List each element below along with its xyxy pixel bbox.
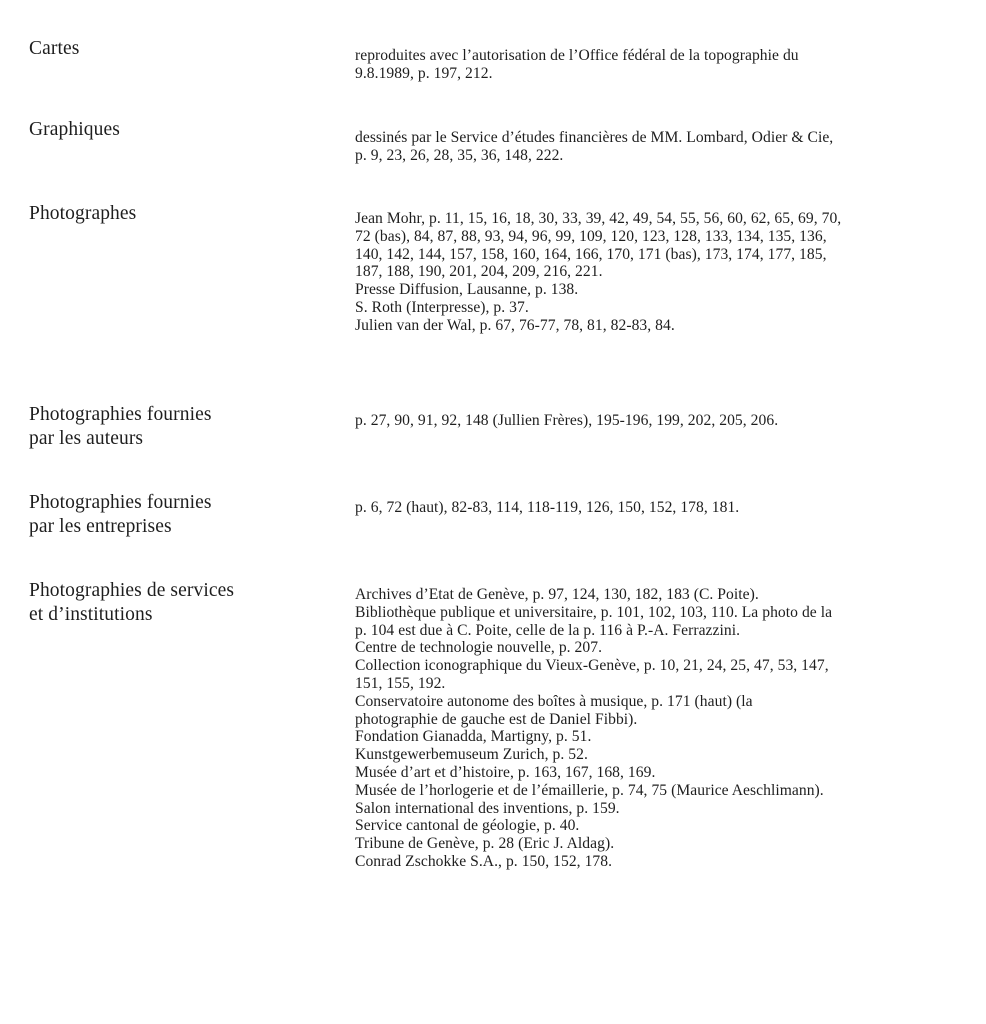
section-label (29, 37, 319, 61)
section-label-line: Cartes (29, 38, 80, 59)
section-label (29, 202, 319, 226)
section-content (355, 412, 960, 430)
credit-entry (355, 281, 960, 299)
credit-entry (355, 764, 960, 782)
section-label (29, 118, 319, 142)
credit-line: Conservatoire autonome des boîtes à musique, p. 171 (haut) (la (355, 692, 753, 710)
section-content (355, 586, 960, 871)
section-label-line: Photographies fournies (29, 404, 212, 425)
credit-line: photographie de gauche est de Daniel Fibbi). (355, 710, 638, 728)
credit-line: reproduites avec l’autorisation de l’Office fédéral de la topographie du (355, 47, 799, 64)
credit-entry (355, 299, 960, 317)
section-label (29, 579, 319, 627)
credit-entry (355, 586, 960, 604)
credit-entry (355, 210, 960, 281)
credit-line: Conrad Zschokke S.A., p. 150, 152, 178. (355, 852, 613, 870)
credit-line: p. 27, 90, 91, 92, 148 (Jullien Frères), 195-196, 199, 202, 205, 206. (355, 412, 779, 429)
credit-entry (355, 728, 960, 746)
section-label (29, 491, 319, 539)
credit-entry (355, 317, 960, 335)
credit-line: p. 9, 23, 26, 28, 35, 36, 148, 222. (355, 146, 564, 164)
credit-line: Jean Mohr, p. 11, 15, 16, 18, 30, 33, 39, 42, 49, 54, 55, 56, 60, 62, 65, 69, 70, (355, 210, 842, 227)
credit-line: p. 104 est due à C. Poite, celle de la p. 116 à P.-A. Ferrazzini. (355, 621, 741, 639)
credit-entry (355, 800, 960, 818)
credit-entry (355, 835, 960, 853)
credit-entry (355, 817, 960, 835)
section-label-line: par les entreprises (29, 516, 172, 537)
credit-line: Presse Diffusion, Lausanne, p. 138. (355, 281, 579, 299)
credit-entry (355, 499, 960, 517)
credit-entry (355, 47, 960, 83)
credit-line: Service cantonal de géologie, p. 40. (355, 817, 580, 835)
credit-line: 9.8.1989, p. 197, 212. (355, 64, 493, 82)
credit-entry (355, 693, 960, 729)
credit-entry (355, 639, 960, 657)
section-label-line: Photographies fournies (29, 492, 212, 513)
section-content (355, 129, 960, 165)
credit-line: 140, 142, 144, 157, 158, 160, 164, 166, 170, 171 (bas), 173, 174, 177, 185, (355, 245, 827, 263)
credit-entry (355, 604, 960, 640)
section-label (29, 403, 319, 451)
credit-line: Salon international des inventions, p. 159. (355, 799, 620, 817)
section-label-line: Photographes (29, 203, 137, 224)
credit-line: 151, 155, 192. (355, 674, 446, 692)
credit-line: 187, 188, 190, 201, 204, 209, 216, 221. (355, 263, 603, 281)
credit-line: 72 (bas), 84, 87, 88, 93, 94, 96, 99, 109, 120, 123, 128, 133, 134, 135, 136, (355, 227, 827, 245)
section-label-line: par les auteurs (29, 428, 144, 449)
section-label-line: et d’institutions (29, 604, 153, 625)
credit-line: dessinés par le Service d’études financières de MM. Lombard, Odier & Cie, (355, 129, 834, 146)
credit-line: Tribune de Genève, p. 28 (Eric J. Aldag). (355, 835, 615, 853)
section-content (355, 47, 960, 83)
section-content (355, 499, 960, 517)
credit-line: Fondation Gianadda, Martigny, p. 51. (355, 728, 592, 746)
credit-line: S. Roth (Interpresse), p. 37. (355, 298, 529, 316)
credit-line: Julien van der Wal, p. 67, 76-77, 78, 81, 82-83, 84. (355, 316, 675, 334)
credit-line: p. 6, 72 (haut), 82-83, 114, 118-119, 126, 150, 152, 178, 181. (355, 499, 740, 516)
credit-entry (355, 782, 960, 800)
credit-line: Musée de l’horlogerie et de l’émaillerie, p. 74, 75 (Maurice Aeschlimann). (355, 781, 824, 799)
credit-entry (355, 746, 960, 764)
credit-entry (355, 853, 960, 871)
credit-line: Musée d’art et d’histoire, p. 163, 167, 168, 169. (355, 763, 656, 781)
credit-line: Bibliothèque publique et universitaire, p. 101, 102, 103, 110. La photo de la (355, 603, 833, 621)
credit-line: Collection iconographique du Vieux-Genève, p. 10, 21, 24, 25, 47, 53, 147, (355, 657, 829, 675)
credit-line: Kunstgewerbemuseum Zurich, p. 52. (355, 746, 588, 764)
credit-line: Archives d’Etat de Genève, p. 97, 124, 130, 182, 183 (C. Poite). (355, 586, 759, 603)
section-label-line: Graphiques (29, 119, 120, 140)
credit-entry (355, 657, 960, 693)
credit-entry (355, 129, 960, 165)
section-label-line: Photographies de services (29, 580, 235, 601)
credit-entry (355, 412, 960, 430)
credit-line: Centre de technologie nouvelle, p. 207. (355, 639, 603, 657)
section-content (355, 210, 960, 335)
